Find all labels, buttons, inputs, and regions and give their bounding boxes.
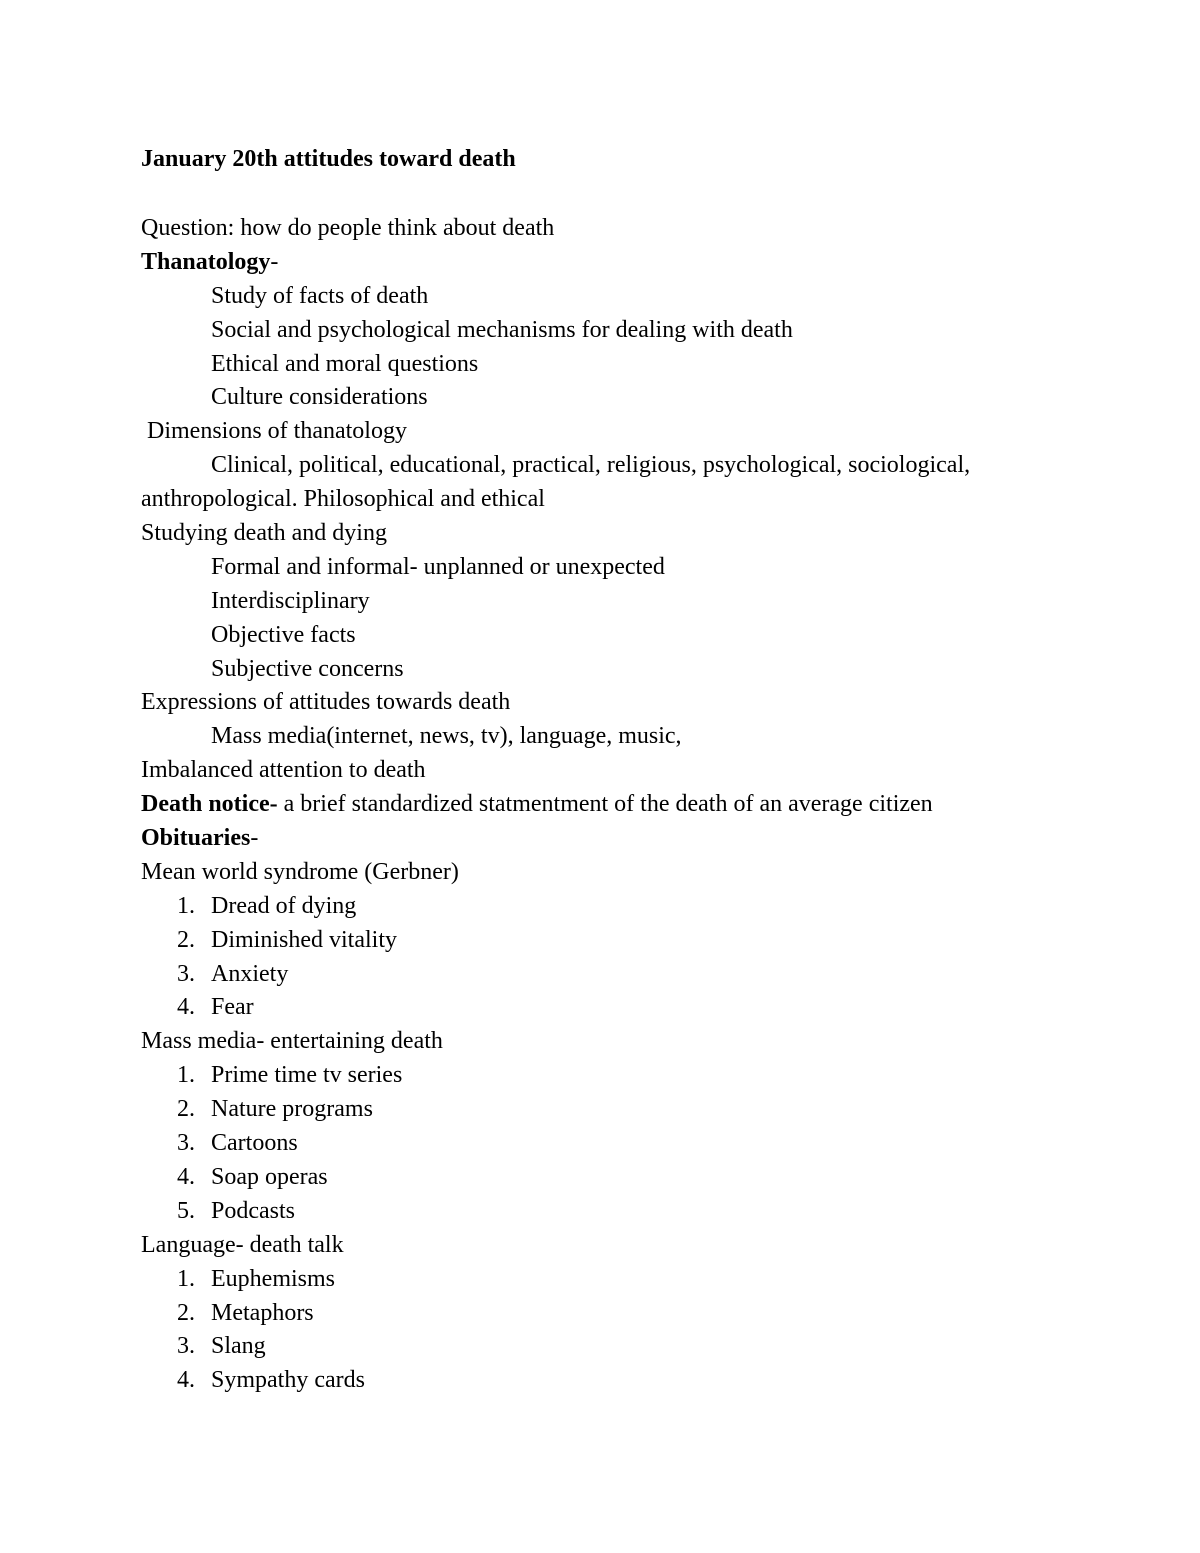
expressions-heading: Expressions of attitudes towards death	[141, 689, 511, 716]
thanatology-item: Culture considerations	[211, 384, 428, 411]
list-text: Sympathy cards	[211, 1367, 365, 1394]
list-text: Diminished vitality	[211, 926, 397, 953]
page-title: January 20th attitudes toward death	[141, 146, 516, 172]
list-item	[141, 1195, 1061, 1229]
studying-item: Formal and informal- unplanned or unexpected	[211, 553, 665, 580]
list-number: 3.	[177, 1333, 195, 1360]
death-notice-definition: a brief standardized statmentment of the death of an average citizen	[277, 791, 933, 818]
list-text: Slang	[211, 1333, 266, 1360]
thanatology-item: Ethical and moral questions	[211, 350, 479, 377]
notes-body	[141, 212, 1061, 1398]
thanatology-item: Social and psychological mechanisms for dealing with death	[211, 316, 793, 343]
list-item	[141, 991, 1061, 1025]
list-number: 3.	[177, 1130, 195, 1157]
thanatology-heading	[141, 246, 1061, 280]
language-heading: Language- death talk	[141, 1231, 344, 1258]
list-number: 4.	[177, 994, 195, 1021]
list-number: 1.	[177, 892, 195, 919]
list-item	[141, 1093, 1061, 1127]
list-item	[141, 1297, 1061, 1331]
list-item	[141, 1263, 1061, 1297]
studying-item: Objective facts	[211, 621, 356, 648]
expressions-item: Mass media(internet, news, tv), language, music,	[211, 723, 682, 750]
obituaries-term: Obituaries	[141, 825, 251, 852]
list-number: 1.	[177, 1062, 195, 1089]
list-item	[141, 1330, 1061, 1364]
list-text: Fear	[211, 994, 254, 1021]
list-text: Podcasts	[211, 1197, 295, 1224]
list-text: Nature programs	[211, 1096, 373, 1123]
list-text: Metaphors	[211, 1299, 314, 1326]
list-number: 2.	[177, 1299, 195, 1326]
obituaries-line	[141, 822, 1061, 856]
list-text: Anxiety	[211, 960, 289, 987]
list-text: Prime time tv series	[211, 1062, 403, 1089]
list-item	[141, 1127, 1061, 1161]
studying-item: Interdisciplinary	[211, 587, 370, 614]
thanatology-term: Thanatology	[141, 248, 271, 275]
list-number: 1.	[177, 1265, 195, 1292]
list-text: Euphemisms	[211, 1265, 335, 1292]
obituaries-dash: -	[250, 825, 259, 852]
list-item	[141, 1161, 1061, 1195]
dimensions-line-1: Clinical, political, educational, practical, religious, psychological, sociological,	[211, 452, 971, 479]
thanatology-item: Study of facts of death	[211, 282, 429, 309]
list-item	[141, 1364, 1061, 1398]
mean-world-heading: Mean world syndrome (Gerbner)	[141, 858, 459, 885]
list-text: Soap operas	[211, 1163, 328, 1190]
mass-media-heading: Mass media- entertaining death	[141, 1028, 443, 1055]
studying-heading: Studying death and dying	[141, 520, 387, 547]
dimensions-line-2: anthropological. Philosophical and ethical	[141, 486, 545, 513]
list-number: 2.	[177, 1096, 195, 1123]
list-text: Dread of dying	[211, 892, 357, 919]
list-number: 4.	[177, 1163, 195, 1190]
list-item	[141, 958, 1061, 992]
imbalanced-line: Imbalanced attention to death	[141, 757, 426, 784]
death-notice-line	[141, 788, 1061, 822]
studying-item: Subjective concerns	[211, 655, 404, 682]
list-item	[141, 890, 1061, 924]
thanatology-dash: -	[270, 248, 279, 275]
list-item	[141, 1059, 1061, 1093]
dimensions-heading: Dimensions of thanatology	[147, 418, 407, 445]
list-number: 3.	[177, 960, 195, 987]
death-notice-term: Death notice-	[141, 791, 278, 818]
list-text: Cartoons	[211, 1130, 298, 1157]
question-line: Question: how do people think about death	[141, 215, 555, 241]
list-number: 4.	[177, 1367, 195, 1394]
list-number: 2.	[177, 926, 195, 953]
list-number: 5.	[177, 1197, 195, 1224]
list-item	[141, 924, 1061, 958]
